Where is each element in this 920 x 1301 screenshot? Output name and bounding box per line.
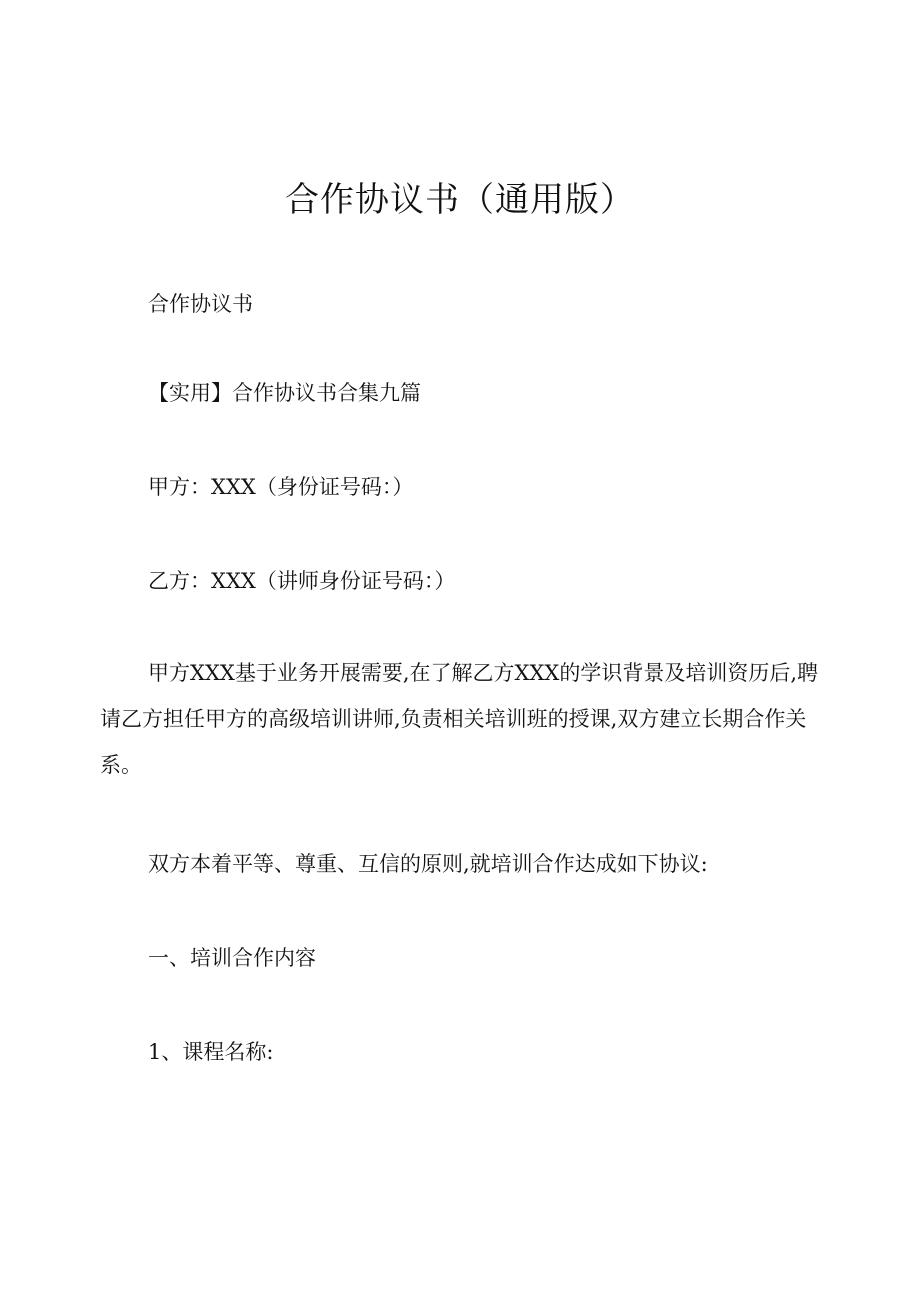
paragraph-background: 甲方XXX基于业务开展需要,在了解乙方XXX的学识背景及培训资历后,聘请乙方担任甲方的高级培训讲师,负责相关培训班的授课,双方建立长期合作关系。 [100,661,819,777]
party-a-line: 甲方：XXX（身份证号码：） [148,475,414,499]
item-course-name: 1、课程名称: [148,1040,274,1064]
document-title: 合作协议书（通用版） [285,180,635,220]
paragraph-collection-title: 【实用】合作协议书合集九篇 [148,381,421,405]
paragraph-principles: 双方本着平等、尊重、互信的原则,就培训合作达成如下协议: [148,852,708,876]
section-heading-cooperation: 一、培训合作内容 [148,946,316,970]
party-b-line: 乙方：XXX（讲师身份证号码：） [148,569,456,593]
paragraph-heading: 合作协议书 [148,292,253,316]
